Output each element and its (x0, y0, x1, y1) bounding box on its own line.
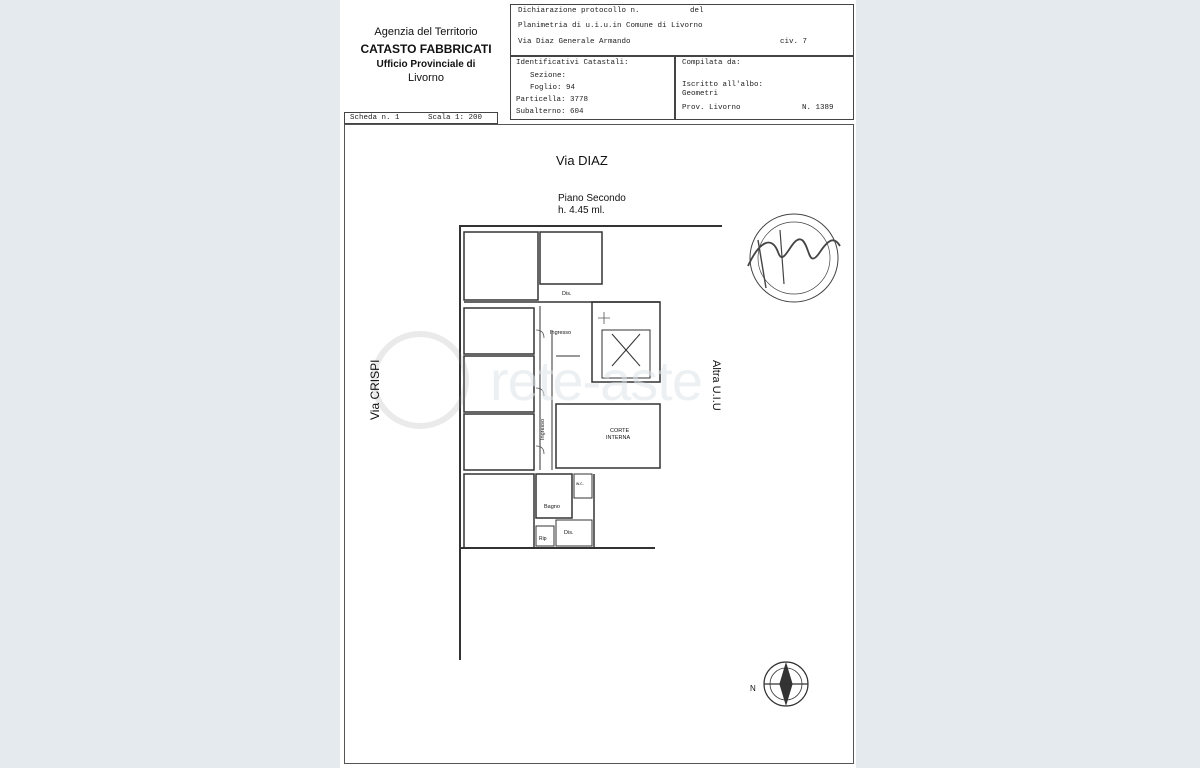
label-ingresso: Ingresso (550, 330, 572, 336)
floor-name: Piano Secondo (558, 193, 626, 204)
del-text: del (690, 7, 704, 15)
floor-height: h. 4.45 ml. (558, 205, 605, 216)
street-left: Via CRISPI (368, 359, 382, 420)
subalterno-text: Subalterno: 604 (516, 108, 584, 116)
agency-line3: Ufficio Provinciale di (376, 59, 476, 70)
geometri-text: Geometri (682, 90, 719, 98)
compass-letter: N (750, 684, 756, 693)
agency-line2: CATASTO FABBRICATI (360, 42, 492, 56)
cadastral-sheet (340, 0, 856, 768)
foglio-text: Foglio: 94 (530, 84, 576, 92)
identificativi-title: Identificativi Catastali: (516, 59, 629, 67)
planimetria-text: Planimetria di u.i.u.in Comune di Livorno (518, 22, 703, 30)
particella-text: Particella: 3778 (516, 96, 589, 104)
label-dis: Dis. (562, 291, 572, 297)
label-wc: w.c. (576, 481, 584, 486)
street-top: Via DIAZ (556, 153, 608, 168)
scheda-text: Scheda n. 1 (350, 114, 400, 122)
agency-city: Livorno (407, 72, 445, 84)
dichiarazione-text: Dichiarazione protocollo n. (518, 7, 640, 15)
sezione-text: Sezione: (530, 72, 567, 80)
prov-text: Prov. Livorno (682, 104, 741, 112)
label-interna: INTERNA (606, 435, 631, 441)
numero-text: N. 1389 (802, 104, 834, 112)
watermark-logo (374, 334, 466, 426)
neighbor-right: Altra U.I.U (710, 360, 722, 411)
label-corte: CORTE (610, 428, 630, 434)
label-rip: Rip (539, 536, 547, 542)
address-text: Via Diaz Generale Armando (518, 38, 631, 46)
compass-rose (764, 662, 808, 706)
compilata-text: Compilata da: (682, 59, 741, 67)
civ-text: civ. 7 (780, 38, 808, 46)
label-ingresso-vertical: Ingresso (540, 418, 546, 440)
watermark-text: rete-aste (490, 349, 702, 412)
scala-text: Scala 1: 200 (428, 114, 483, 122)
label-dis2: Dis. (564, 530, 574, 536)
iscritto-text: Iscritto all'albo: (682, 81, 764, 89)
label-bagno: Bagno (544, 504, 560, 510)
agency-line1: Agenzia del Territorio (374, 26, 478, 38)
stamp (748, 214, 840, 302)
